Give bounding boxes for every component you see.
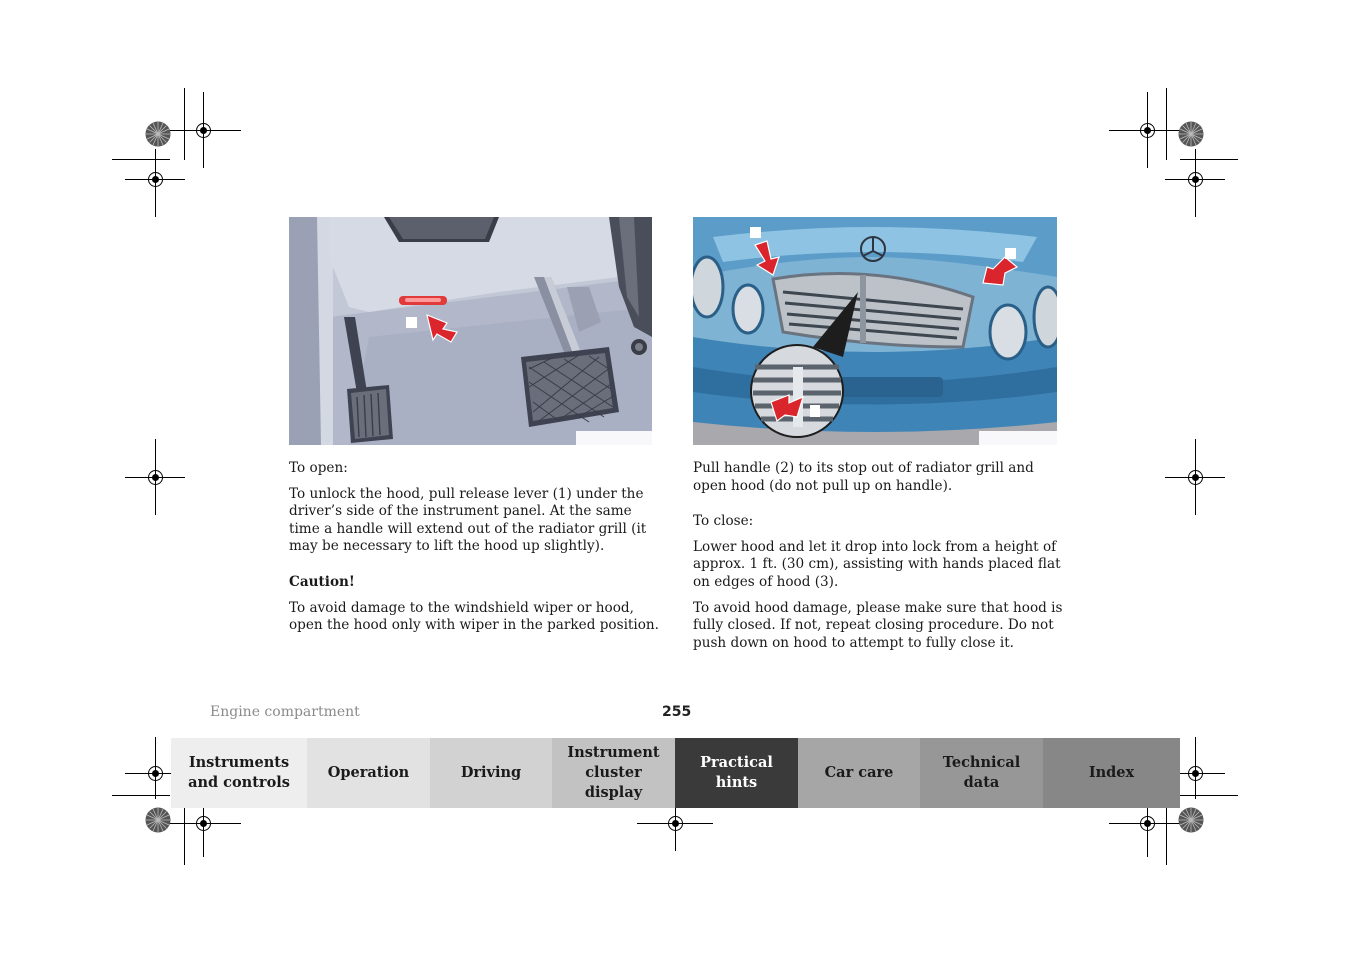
callout-label-4 [1005, 248, 1016, 259]
section-title: Engine compartment [210, 704, 360, 720]
to-close-label: To close: [693, 513, 754, 530]
right-text-column [693, 460, 1065, 652]
page-number: 255 [662, 704, 692, 720]
tab-label: Practical hints [700, 754, 773, 791]
hood-release-lever-illustration [289, 217, 652, 445]
caution-paragraph: To avoid damage to the windshield wiper or hood, open the hood only with wiper in the parked position. [289, 599, 659, 634]
tab-label: Instruments and controls [188, 754, 290, 791]
tab-technical-data[interactable] [920, 738, 1043, 808]
unlock-paragraph: To unlock the hood, pull release lever (1) under the driver’s side of the instrument panel. At the same time a handle will extend out of the radiator grill (it may be necessary to lift the hood up slightly). [289, 485, 647, 555]
tab-label: Operation [327, 764, 410, 781]
tab-instrument-cluster-display[interactable] [552, 738, 675, 808]
tab-label: Driving [460, 764, 522, 781]
left-text-column [289, 460, 661, 635]
chapter-tab-bar [171, 738, 1180, 808]
caution-heading: Caution! [289, 573, 355, 590]
tab-label: Instrument cluster display [567, 744, 660, 801]
avoid-damage-paragraph: To avoid hood damage, please make sure that hood is fully closed. If not, repeat closing procedure. Do not push down on hood to attempt to fully close it. [693, 599, 1063, 651]
tab-label: Car care [824, 764, 894, 781]
tab-driving[interactable] [430, 738, 552, 808]
tab-car-care[interactable] [798, 738, 920, 808]
radiator-grill-handle-illustration [693, 217, 1057, 445]
pull-handle-paragraph: Pull handle (2) to its stop out of radiator grill and open hood (do not pull up on handle). [693, 460, 1034, 494]
tab-instruments-and-controls[interactable] [171, 738, 307, 808]
callout-label-3 [750, 227, 761, 238]
to-open-label: To open: [289, 460, 348, 476]
callout-label-5 [810, 405, 820, 417]
tab-operation[interactable] [307, 738, 430, 808]
tab-label: Technical data [942, 754, 1021, 791]
registration-seal-icon [1178, 121, 1204, 147]
lower-hood-paragraph: Lower hood and let it drop into lock from a height of approx. 1 ft. (30 cm), assisting with hands placed flat on edges of hood (3). [693, 538, 1061, 590]
tab-index[interactable] [1043, 738, 1180, 808]
registration-seal-icon [145, 807, 171, 833]
registration-seal-icon [145, 121, 171, 147]
tab-practical-hints[interactable] [675, 738, 798, 808]
tab-label: Index [1088, 764, 1135, 781]
registration-seal-icon [1178, 807, 1204, 833]
callout-label-1 [406, 317, 417, 328]
